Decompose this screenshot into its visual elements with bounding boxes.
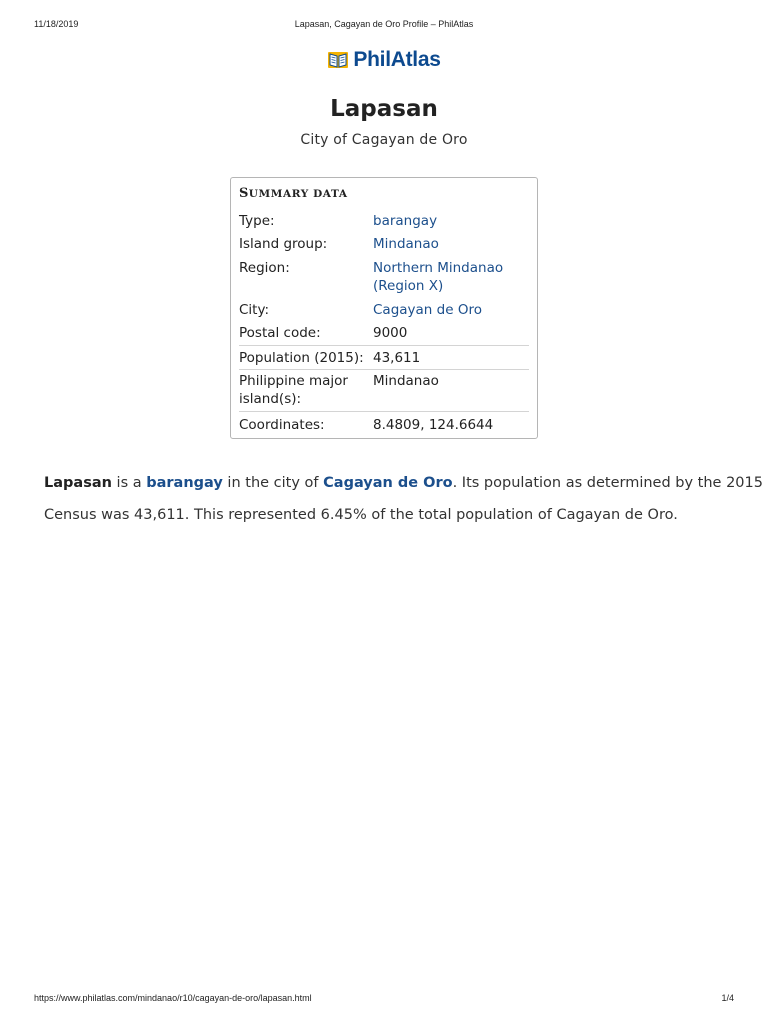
- page-title: Lapasan: [330, 96, 438, 122]
- description-line-2: Census was 43,611. This represented 6.45% of the total population of Cagayan de Oro.: [44, 507, 678, 523]
- book-atlas-icon: [327, 49, 349, 71]
- summary-label: Coordinates:: [239, 417, 325, 433]
- summary-value: Mindanao: [373, 373, 439, 389]
- logo-text: PhilAtlas: [353, 48, 441, 71]
- print-url: https://www.philatlas.com/mindanao/r10/cagayan-de-oro/lapasan.html: [34, 993, 312, 1003]
- place-name: Lapasan: [44, 475, 112, 491]
- barangay-link[interactable]: barangay: [146, 475, 223, 491]
- print-footer: [0, 993, 768, 1007]
- summary-heading: SUMMARY DATA: [239, 186, 348, 201]
- summary-label: City:: [239, 302, 270, 318]
- divider: [239, 411, 529, 412]
- description-line-1: Lapasan is a barangay in the city of Cagayan de Oro. Its population as determined by the 2015: [44, 475, 763, 491]
- description-paragraph: [44, 467, 763, 537]
- divider: [239, 369, 529, 370]
- print-title: Lapasan, Cagayan de Oro Profile – PhilAtlas: [294, 19, 474, 29]
- summary-value-link[interactable]: barangay: [373, 213, 438, 229]
- summary-value: 8.4809, 124.6644: [373, 417, 494, 433]
- print-header: [0, 19, 768, 33]
- summary-label: Population (2015):: [239, 350, 364, 366]
- city-link[interactable]: Cagayan de Oro: [323, 475, 453, 491]
- page-subtitle: City of Cagayan de Oro: [300, 132, 468, 148]
- summary-value: 9000: [373, 325, 408, 341]
- philatlas-logo[interactable]: [0, 48, 768, 72]
- print-date: 11/18/2019: [34, 19, 79, 29]
- summary-label: Region:: [239, 260, 290, 276]
- summary-value: 43,611: [373, 350, 421, 366]
- summary-label: Philippine major island(s):: [239, 373, 348, 407]
- summary-label: Island group:: [239, 236, 328, 252]
- summary-data-box: [230, 177, 538, 439]
- summary-value-link[interactable]: Northern Mindanao (Region X): [373, 260, 504, 294]
- divider: [239, 345, 529, 346]
- summary-label: Postal code:: [239, 325, 321, 341]
- summary-value-link[interactable]: Mindanao: [373, 236, 439, 252]
- summary-label: Type:: [239, 213, 275, 229]
- print-page-number: 1/4: [721, 993, 734, 1003]
- summary-value-link[interactable]: Cagayan de Oro: [373, 302, 482, 318]
